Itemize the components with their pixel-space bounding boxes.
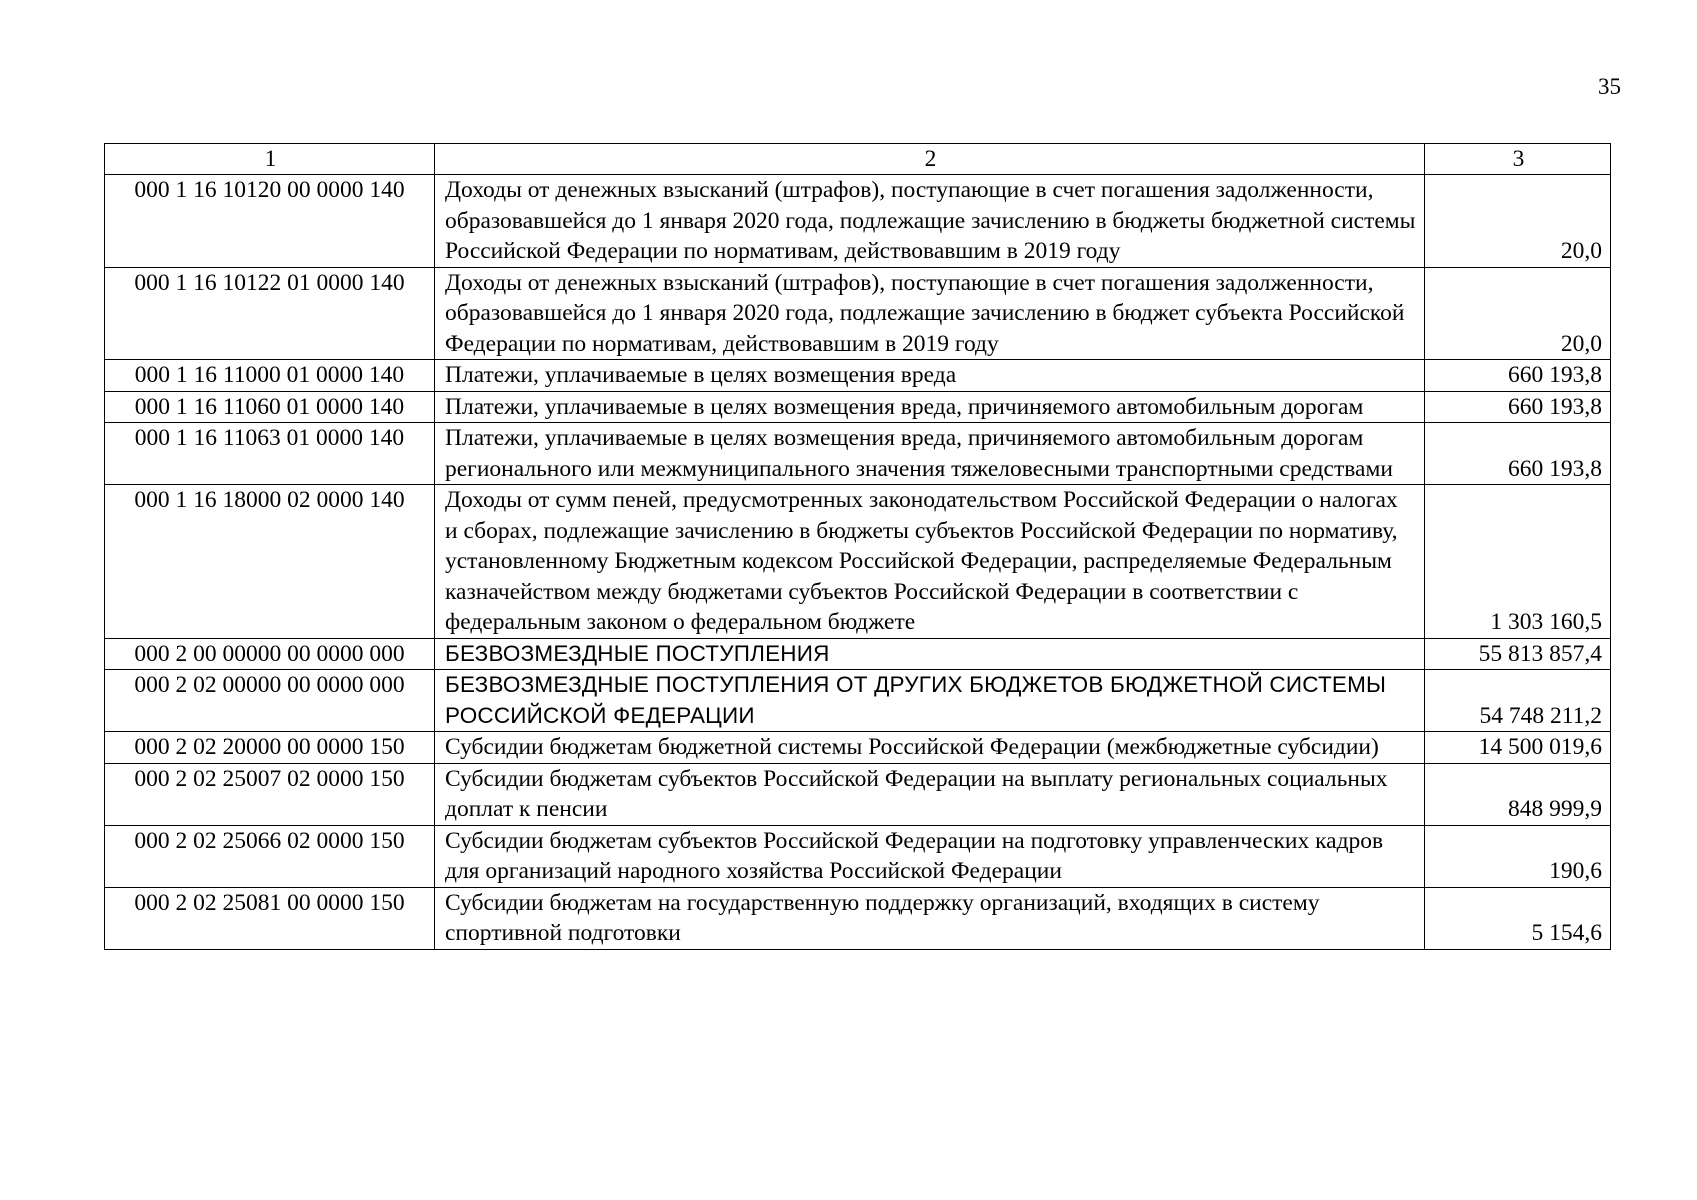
- amount-cell: 55 813 857,4: [1425, 638, 1611, 670]
- table-row: [105, 175, 1611, 268]
- revenue-name-cell: Платежи, уплачиваемые в целях возмещения вреда, причиняемого автомобильным дорогам: [435, 391, 1425, 423]
- amount-cell: 660 193,8: [1425, 391, 1611, 423]
- revenue-name-cell: Доходы от денежных взысканий (штрафов), поступающие в счет погашения задолженности, образовавшейся до 1 января 2020 года, подлежащие зачислению в бюджет субъекта Российской Федерации по нормативам, действовавшим в 2019 году: [435, 267, 1425, 360]
- budget-code-cell: 000 1 16 10120 00 0000 140: [105, 175, 435, 268]
- revenue-name-cell: Доходы от сумм пеней, предусмотренных законодательством Российской Федерации о налогах и сборах, подлежащие зачислению в бюджеты субъектов Российской Федерации по нормативу, установленному Бюджетным кодексом Российской Федерации, распределяемые Федеральным казначейством между бюджетами субъектов Российской Федерации в соответствии с федеральным законом о федеральном бюджете: [435, 485, 1425, 639]
- table-row: [105, 825, 1611, 887]
- budget-code-cell: 000 2 02 25007 02 0000 150: [105, 763, 435, 825]
- amount-cell: 14 500 019,6: [1425, 732, 1611, 764]
- revenue-name-cell: Субсидии бюджетам бюджетной системы Российской Федерации (межбюджетные субсидии): [435, 732, 1425, 764]
- amount-cell: 5 154,6: [1425, 887, 1611, 949]
- budget-code-cell: 000 2 00 00000 00 0000 000: [105, 638, 435, 670]
- column-header-amount: 3: [1425, 144, 1611, 175]
- amount-cell: 20,0: [1425, 175, 1611, 268]
- revenue-table: [104, 143, 1611, 950]
- amount-cell: 660 193,8: [1425, 423, 1611, 485]
- budget-code-cell: 000 1 16 11060 01 0000 140: [105, 391, 435, 423]
- table-row: [105, 391, 1611, 423]
- table-row: [105, 360, 1611, 392]
- amount-cell: 848 999,9: [1425, 763, 1611, 825]
- budget-code-cell: 000 1 16 11063 01 0000 140: [105, 423, 435, 485]
- budget-code-cell: 000 2 02 00000 00 0000 000: [105, 670, 435, 732]
- table-row: [105, 887, 1611, 949]
- amount-cell: 1 303 160,5: [1425, 485, 1611, 639]
- amount-cell: 190,6: [1425, 825, 1611, 887]
- page-number: 35: [1598, 74, 1621, 99]
- revenue-name-cell: БЕЗВОЗМЕЗДНЫЕ ПОСТУПЛЕНИЯ: [435, 638, 1425, 670]
- table-row: [105, 638, 1611, 670]
- column-header-name: 2: [435, 144, 1425, 175]
- budget-code-cell: 000 1 16 10122 01 0000 140: [105, 267, 435, 360]
- table-row: [105, 267, 1611, 360]
- amount-cell: 660 193,8: [1425, 360, 1611, 392]
- table-header-row: [105, 144, 1611, 175]
- revenue-name-cell: Платежи, уплачиваемые в целях возмещения вреда, причиняемого автомобильным дорогам регионального или межмуниципального значения тяжеловесными транспортными средствами: [435, 423, 1425, 485]
- budget-code-cell: 000 2 02 25066 02 0000 150: [105, 825, 435, 887]
- revenue-name-cell: БЕЗВОЗМЕЗДНЫЕ ПОСТУПЛЕНИЯ ОТ ДРУГИХ БЮДЖЕТОВ БЮДЖЕТНОЙ СИСТЕМЫ РОССИЙСКОЙ ФЕДЕРАЦИИ: [435, 670, 1425, 732]
- revenue-name-cell: Субсидии бюджетам на государственную поддержку организаций, входящих в систему спортивной подготовки: [435, 887, 1425, 949]
- budget-code-cell: 000 1 16 18000 02 0000 140: [105, 485, 435, 639]
- column-header-code: 1: [105, 144, 435, 175]
- revenue-name-cell: Субсидии бюджетам субъектов Российской Федерации на подготовку управленческих кадров для организаций народного хозяйства Российской Федерации: [435, 825, 1425, 887]
- budget-code-cell: 000 2 02 20000 00 0000 150: [105, 732, 435, 764]
- table-row: [105, 485, 1611, 639]
- amount-cell: 20,0: [1425, 267, 1611, 360]
- table-row: [105, 670, 1611, 732]
- table-row: [105, 763, 1611, 825]
- amount-cell: 54 748 211,2: [1425, 670, 1611, 732]
- table-row: [105, 423, 1611, 485]
- revenue-name-cell: Субсидии бюджетам субъектов Российской Федерации на выплату региональных социальных доплат к пенсии: [435, 763, 1425, 825]
- table-row: [105, 732, 1611, 764]
- budget-code-cell: 000 2 02 25081 00 0000 150: [105, 887, 435, 949]
- revenue-name-cell: Платежи, уплачиваемые в целях возмещения вреда: [435, 360, 1425, 392]
- budget-code-cell: 000 1 16 11000 01 0000 140: [105, 360, 435, 392]
- revenue-name-cell: Доходы от денежных взысканий (штрафов), поступающие в счет погашения задолженности, образовавшейся до 1 января 2020 года, подлежащие зачислению в бюджеты бюджетной системы Российской Федерации по нормативам, действовавшим в 2019 году: [435, 175, 1425, 268]
